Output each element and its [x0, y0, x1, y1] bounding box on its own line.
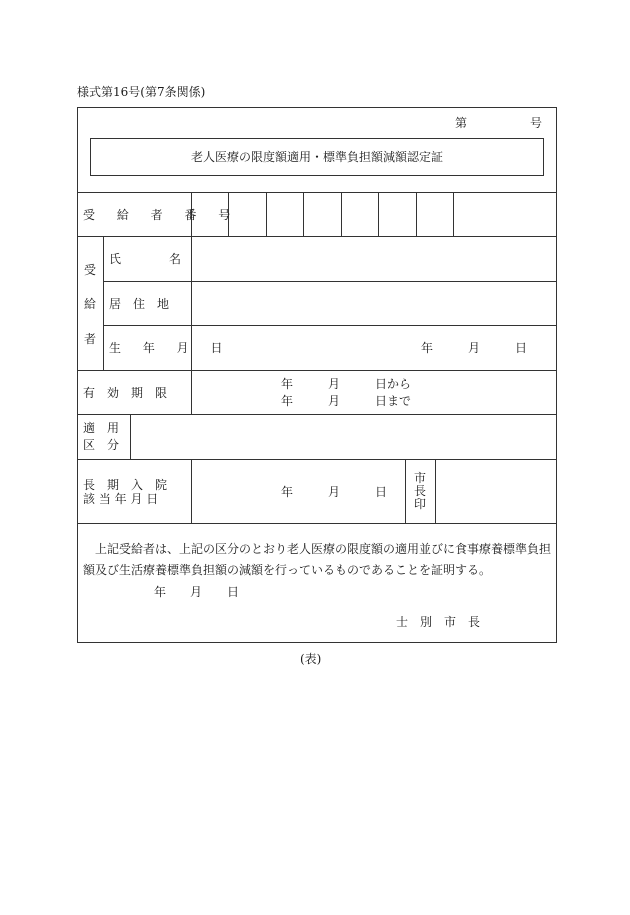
validity-from-month: 月: [328, 377, 341, 391]
validity-from-day: 日から: [375, 377, 412, 391]
name-field[interactable]: [192, 237, 556, 280]
validity-to-day: 日まで: [375, 394, 412, 408]
issue-day: 日: [227, 585, 240, 599]
recipient-side-char: 者: [84, 332, 97, 346]
recipient-side-char: 給: [84, 297, 97, 311]
validity-from-year: 年: [281, 377, 294, 391]
address-field[interactable]: [192, 282, 556, 325]
recipient-number-field[interactable]: [192, 193, 492, 236]
validity-to-year: 年: [281, 394, 294, 408]
long-term-label-line2: 該 当 年 月 日: [83, 492, 159, 506]
seal-char: 長: [414, 484, 427, 498]
seal-char: 市: [414, 471, 427, 485]
certification-text-line2: 額及び生活療養標準負担額の減額を行っているものであることを証明する。: [83, 563, 492, 577]
label-column-line-validity: [191, 370, 192, 414]
category-label-line2: 区 分: [83, 438, 120, 452]
form-label: 様式第16号(第7条関係): [77, 85, 206, 99]
category-field[interactable]: [131, 415, 556, 458]
issuer-name: 士 別 市 長: [396, 615, 481, 629]
certificate-title: 老人医療の限度額適用・標準負担額減額認定証: [190, 150, 443, 164]
issue-year: 年: [154, 585, 167, 599]
seal-box-line-right: [435, 459, 436, 523]
seal-char: 印: [414, 497, 427, 511]
recipient-side-column-line: [103, 236, 104, 370]
row-line-5: [77, 370, 557, 371]
label-column-line-longterm: [191, 459, 192, 523]
side-label: (表): [300, 652, 322, 666]
birth-year: 年: [421, 341, 434, 355]
long-term-year: 年: [281, 485, 294, 499]
number-label-dai: 第: [455, 116, 468, 130]
long-term-label-line1: 長 期 入 院: [83, 478, 168, 492]
row-line-4: [103, 325, 557, 326]
row-line-7: [77, 459, 557, 460]
validity-to-month: 月: [328, 394, 341, 408]
number-label-go: 号: [530, 116, 543, 130]
long-term-day: 日: [375, 485, 388, 499]
birth-month: 月: [468, 341, 481, 355]
certification-text-line1: 上記受給者は、上記の区分のとおり老人医療の限度額の適用並びに食事療養標準負担: [95, 542, 552, 556]
recipient-number-label: 受 給 者 番 号: [83, 208, 240, 222]
validity-label: 有 効 期 限: [83, 386, 168, 400]
seal-box-line-left: [405, 459, 406, 523]
issue-month: 月: [190, 585, 203, 599]
address-label: 居 住 地: [109, 297, 170, 311]
birth-day: 日: [515, 341, 528, 355]
recipient-side-char: 受: [84, 263, 97, 277]
category-label-line1: 適 用: [83, 421, 120, 435]
name-label: 氏 名: [109, 252, 182, 266]
row-line-8: [77, 523, 557, 524]
long-term-month: 月: [328, 485, 341, 499]
birth-date-label: 生 年 月 日: [109, 341, 232, 355]
